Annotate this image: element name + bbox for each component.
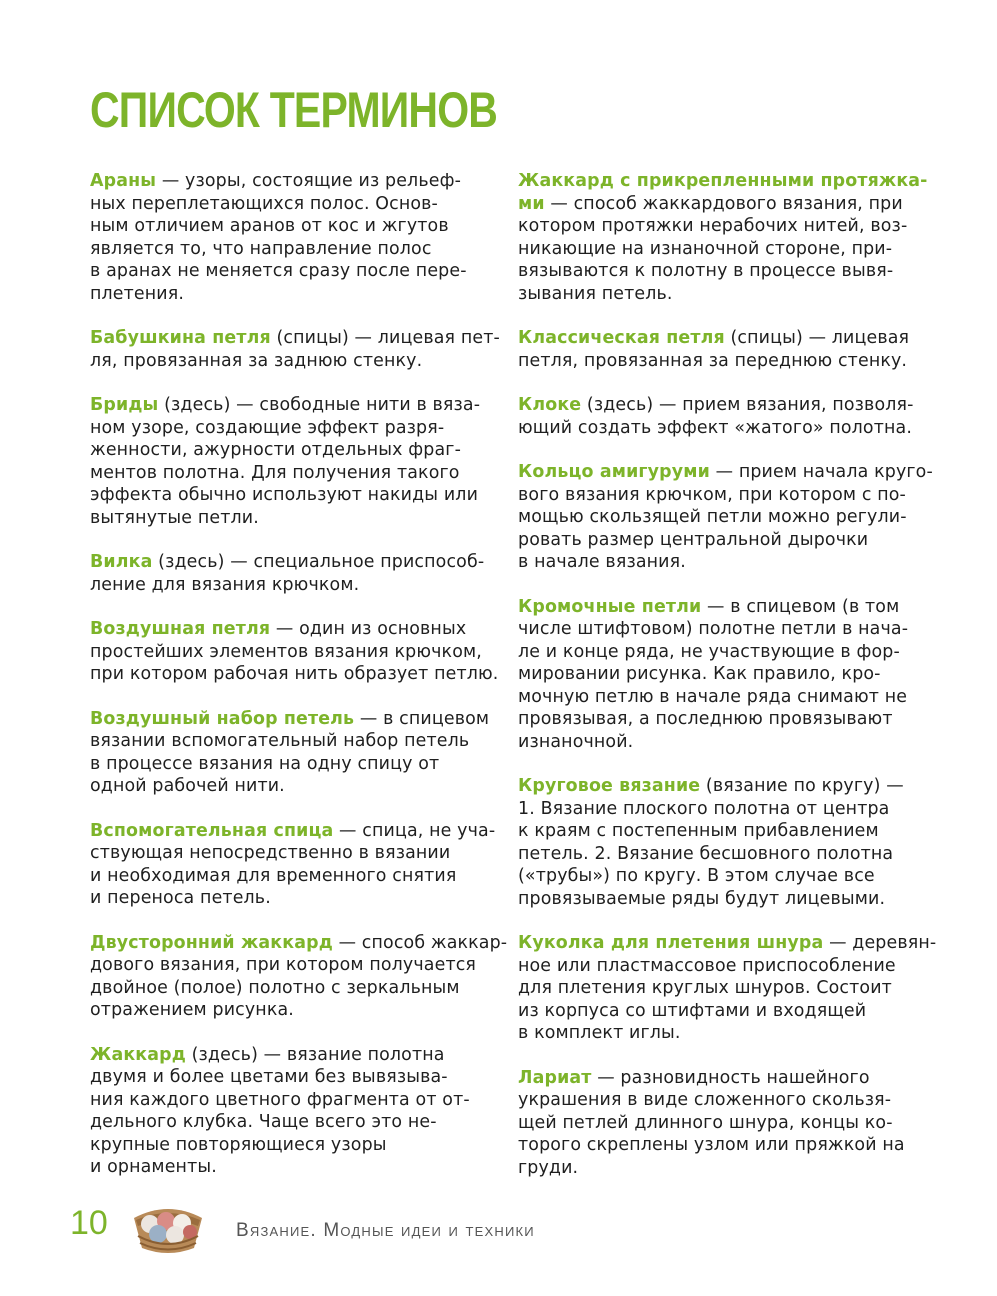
page-title: СПИСОК ТЕРМИНОВ bbox=[90, 82, 498, 138]
glossary-term: Лариат bbox=[518, 1067, 592, 1088]
glossary-entry: Куколка для плетения шнура — деревян- ное или пластмассовое приспособление для плетения круглых шнуров. Состоит из корпуса со штифтами и входящей в комплект иглы. bbox=[518, 933, 937, 1043]
glossary-term: Клоке bbox=[518, 395, 582, 415]
glossary-term: Куколка для плетения шнура bbox=[518, 933, 824, 953]
glossary-term-continued: ми bbox=[518, 193, 545, 214]
glossary-column-left bbox=[90, 170, 508, 1201]
glossary-entry: Бриды (здесь) — свободные нити в вяза- ном узоре, создающие эффект разря- женности, ажурности отдельных фраг- ментов полотна. Для получения такого эффекта обычно используют накиды или вытянутые петли. bbox=[90, 395, 481, 528]
glossary-entry: Вспомогательная спица — спица, не уча- ствующая непосредственно в вязании и необходимая для временного снятия и переноса петель. bbox=[90, 820, 496, 908]
glossary-term: Кольцо амигуруми bbox=[518, 462, 710, 482]
glossary-term: Вилка bbox=[90, 552, 153, 572]
glossary-term: Бриды bbox=[90, 395, 159, 415]
glossary-entry: Воздушная петля — один из основных простейших элементов вязания крючком, при котором рабочая нить образует петлю. bbox=[90, 619, 499, 684]
glossary-entry: Классическая петля (спицы) — лицевая петля, провязанная за переднюю стенку. bbox=[518, 328, 910, 371]
glossary-term: Кромочные петли bbox=[518, 596, 702, 617]
book-title-footer: Вязание. Модные идеи и техники bbox=[236, 1220, 535, 1241]
glossary-entry: Жаккард (здесь) — вязание полотна двумя и более цветами без вывязыва- ния каждого цветного фрагмента от от- дельного клубка. Чаще всего это не- крупные повторяющиеся узоры и орнаменты. bbox=[90, 1044, 470, 1177]
glossary-entry: Двусторонний жаккард — способ жаккар- дового вязания, при котором получается двойное (полое) полотно с зеркальным отражением рисунка. bbox=[90, 932, 508, 1020]
glossary-entry: Бабушкина петля (спицы) — лицевая пет- ля, провязанная за заднюю стенку. bbox=[90, 328, 500, 371]
glossary-term: Вспомогательная спица bbox=[90, 820, 334, 841]
glossary-entry: Круговое вязание (вязание по кругу) — 1. Вязание плоского полотна от центра к краям с постепенным прибавлением петель. 2. Вязание бесшовного полотна («трубы») по кругу. В этом случае все провязываемые ряды будут лицевыми. bbox=[518, 776, 904, 909]
glossary-entry: Кольцо амигуруми — прием начала круго- вого вязания крючком, при котором с по- мощью скользящей петли можно регули- ровать размер центральной дырочки в начале вязания. bbox=[518, 462, 933, 572]
glossary-entry: Воздушный набор петель — в спицевом вязании вспомогательный набор петель в процессе вязания на одну спицу от одной рабочей нити. bbox=[90, 708, 490, 796]
glossary-term: Воздушный набор петель bbox=[90, 708, 355, 729]
glossary-term: Араны bbox=[90, 171, 157, 191]
yarn-basket-image bbox=[128, 1196, 208, 1258]
glossary-term: Двусторонний жаккард bbox=[90, 932, 333, 953]
glossary-term: Классическая петля bbox=[518, 328, 725, 348]
glossary-term: Воздушная петля bbox=[90, 619, 271, 639]
glossary-entry: Араны — узоры, состоящие из рельеф- ных переплетающихся полос. Основ- ным отличием аранов от кос и жгутов является то, что направление полос в аранах не меняется сразу после пере- плетения. bbox=[90, 171, 467, 304]
glossary-entry: Вилка (здесь) — специальное приспособ- ление для вязания крючком. bbox=[90, 552, 485, 595]
glossary-term: Жаккард с прикрепленными протяжка- bbox=[518, 171, 928, 191]
glossary-entry: Клоке (здесь) — прием вязания, позволя- ющий создать эффект «жатого» полотна. bbox=[518, 395, 914, 438]
glossary-entry: Жаккард с прикрепленными протяжка- ми — способ жаккардового вязания, при котором протяжки нерабочих нитей, воз- никающие на изнаночной стороне, при- вязываются к полотну в процессе вывя- зывания петель. bbox=[518, 171, 928, 304]
glossary-term: Круговое вязание bbox=[518, 776, 701, 796]
glossary-entry: Кромочные петли — в спицевом (в том числе штифтовом) полотне петли в нача- ле и конце ряда, не участвующие в фор- мировании рисунка. Как правило, кро- мочную петлю в начале ряда снимают не провязывая, а последнюю провязывают изнаночной. bbox=[518, 596, 909, 752]
glossary-column-right bbox=[518, 170, 937, 1201]
glossary-entry: Лариат — разновидность нашейного украшения в виде сложенного скользя- щей петлей длинного шнура, концы ко- торого скреплены узлом или пряжкой на груди. bbox=[518, 1067, 905, 1178]
glossary-term: Жаккард bbox=[90, 1044, 186, 1065]
page-number: 10 bbox=[70, 1204, 108, 1242]
glossary-term: Бабушкина петля bbox=[90, 328, 271, 348]
